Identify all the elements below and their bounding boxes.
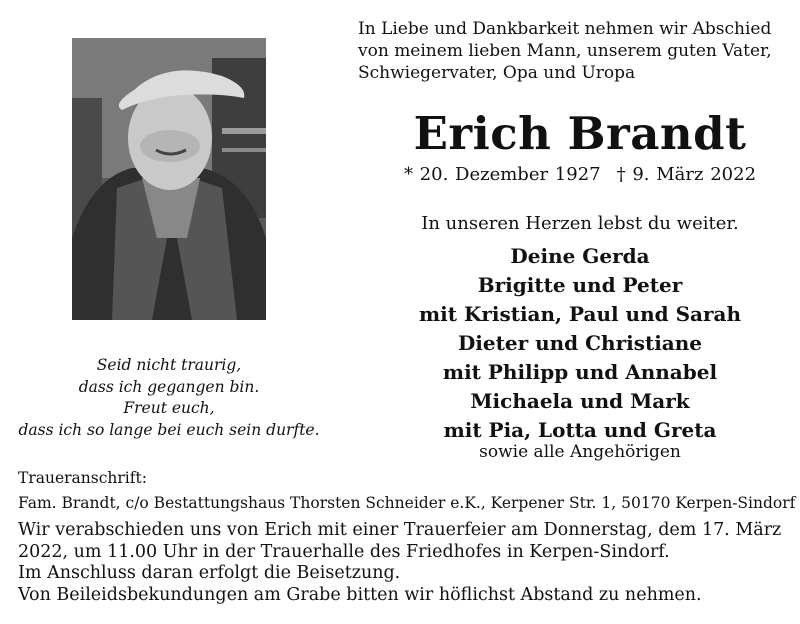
mourner-line: Brigitte und Peter [477,273,683,297]
portrait-photo [72,38,266,320]
deceased-name: Erich Brandt [413,107,747,160]
mourner-line: mit Pia, Lotta und Greta [443,418,717,442]
mourner-line: Deine Gerda [510,244,650,268]
motto-line: In unseren Herzen lebst du weiter. [421,213,739,234]
service-line: Von Beileidsbekundungen am Grabe bitten wir höflichst Abstand zu nehmen. [18,584,702,605]
service-line: Wir verabschieden uns von Erich mit einer Trauerfeier am Donnerstag, dem 17. März [18,520,782,540]
intro-text [358,18,784,84]
mourner-line: mit Philipp und Annabel [442,360,718,384]
mourner-line: Dieter und Christiane [457,331,703,355]
death-date: † 9. März 2022 [616,164,757,185]
service-line: 2022, um 11.00 Uhr in der Trauerhalle des Friedhofes in Kerpen-Sindorf. [18,541,670,562]
address-label: Traueranschrift: [18,469,147,487]
mourner-line: mit Kristian, Paul und Sarah [418,302,742,326]
life-dates [360,163,800,187]
poem [14,355,324,441]
poem-line: Seid nicht traurig, [96,356,242,374]
intro-line: von meinem lieben Mann, unserem guten Vater, [358,41,772,61]
poem-line: dass ich so lange bei euch sein durfte. [18,420,320,439]
birth-date: * 20. Dezember 1927 [403,164,601,185]
mourning-address [18,466,798,516]
poem-line: dass ich gegangen bin. [78,377,260,396]
relatives-line: sowie alle Angehörigen [479,442,681,462]
service-notice [18,520,788,606]
mourner-line: Michaela und Mark [470,389,690,413]
address-text: Fam. Brandt, c/o Bestattungshaus Thorsten Schneider e.K., Kerpener Str. 1, 50170 Kerpen-Sindorf [18,494,796,512]
poem-line: Freut euch, [123,399,215,417]
intro-line: In Liebe und Dankbarkeit nehmen wir Abschied [358,19,772,39]
service-line: Im Anschluss daran erfolgt die Beisetzung. [18,563,401,583]
mourners-list [360,242,800,445]
intro-line: Schwiegervater, Opa und Uropa [358,63,636,83]
